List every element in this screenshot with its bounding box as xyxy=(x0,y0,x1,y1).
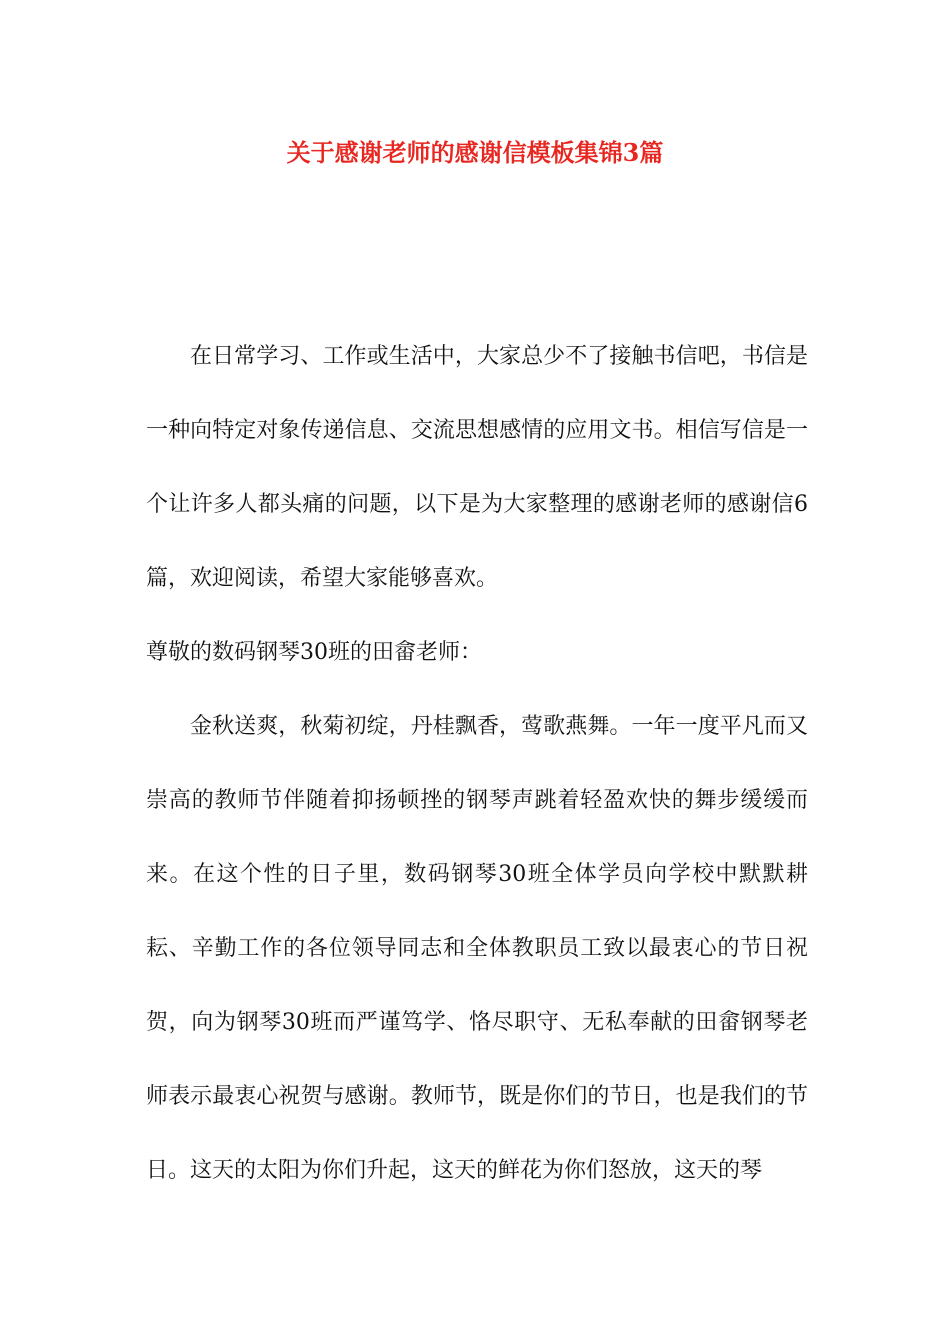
document-body xyxy=(146,320,808,1208)
document-title: 关于感谢老师的感谢信模板集锦3篇 xyxy=(286,138,664,167)
salutation: 尊敬的数码钢琴30班的田畲老师： xyxy=(146,640,482,665)
body-paragraph: 金秋送爽，秋菊初绽，丹桂飘香，莺歌燕舞。一年一度平凡而又崇高的教师节伴随着抑扬顿挫的钢琴声跳着轻盈欢快的舞步缓缓而来。在这个性的日子里，数码钢琴30班全体学员向学校中默默耕耘、辛勤工作的各位领导同志和全体教职员工致以最衷心的节日祝贺，向为钢琴30班而严谨笃学、恪尽职守、无私奉献的田畲钢琴老师表示最衷心祝贺与感谢。教师节，既是你们的节日，也是我们的节日。这天的太阳为你们升起，这天的鲜花为你们怒放，这天的琴 xyxy=(146,714,808,1183)
intro-paragraph: 在日常学习、工作或生活中，大家总少不了接触书信吧，书信是一种向特定对象传递信息、交流思想感情的应用文书。相信写信是一个让许多人都头痛的问题，以下是为大家整理的感谢老师的感谢信6篇，欢迎阅读，希望大家能够喜欢。 xyxy=(146,344,808,591)
